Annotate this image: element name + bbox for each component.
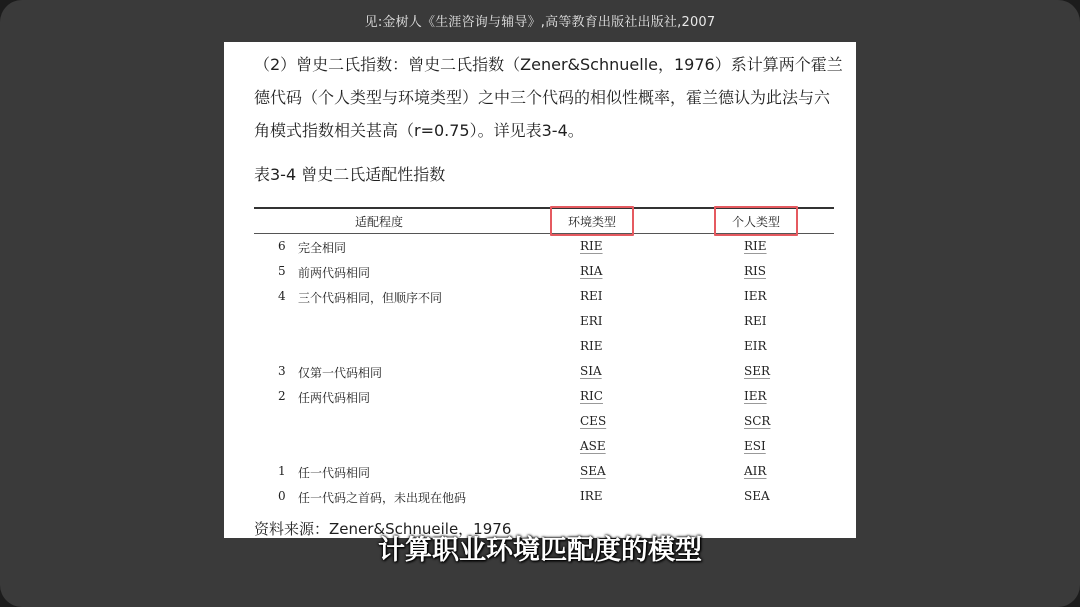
document-page [224, 42, 856, 538]
row-desc: 仅第一代码相同 [298, 366, 383, 380]
highlight-box-person [714, 206, 798, 236]
row-env-code: RIE [580, 339, 603, 353]
row-env-code: CES [580, 414, 607, 428]
table-row [224, 314, 856, 339]
paragraph-line-3: 角模式指数相关甚高（r=0.75）。详见表3-4。 [254, 121, 584, 140]
row-desc: 三个代码相同，但顺序不同 [298, 291, 443, 305]
table-row [224, 339, 856, 364]
row-person-code: REI [744, 314, 767, 328]
video-subtitle: 计算职业环境匹配度的模型 [378, 535, 702, 566]
header-person-type: 个人类型 [731, 215, 780, 229]
row-level: 5 [278, 264, 286, 278]
row-level: 2 [278, 389, 286, 403]
row-desc: 完全相同 [298, 241, 347, 255]
row-level: 1 [278, 464, 286, 478]
table-row [224, 489, 856, 514]
row-person-code: SEA [744, 489, 770, 503]
row-level: 6 [278, 239, 286, 253]
table-row [224, 439, 856, 464]
row-desc: 前两代码相同 [298, 266, 371, 280]
row-person-code: RIE [744, 239, 767, 253]
row-level: 3 [278, 364, 286, 378]
header-degree: 适配程度 [354, 215, 403, 229]
row-person-code: IER [744, 289, 767, 303]
row-person-code: AIR [744, 464, 767, 478]
row-person-code: IER [744, 389, 767, 403]
table-row [224, 389, 856, 414]
table-row [224, 264, 856, 289]
table-row [224, 239, 856, 264]
row-person-code: RIS [744, 264, 766, 278]
row-level: 4 [278, 289, 286, 303]
row-env-code: SEA [580, 464, 606, 478]
paragraph-line-2: 德代码（个人类型与环境类型）之中三个代码的相似性概率，霍兰德认为此法与六 [254, 88, 831, 107]
table-row [224, 364, 856, 389]
table-row [224, 289, 856, 314]
row-env-code: SIA [580, 364, 602, 378]
table-source-note: 资料来源：Zener&Schnueile，1976 [254, 520, 512, 538]
row-env-code: ASE [580, 439, 606, 453]
row-desc: 任一代码之首码，未出现在他码 [298, 491, 467, 505]
row-level: 0 [278, 489, 286, 503]
row-env-code: RIA [580, 264, 603, 278]
row-person-code: ESI [744, 439, 766, 453]
row-env-code: IRE [580, 489, 603, 503]
row-env-code: REI [580, 289, 603, 303]
row-person-code: SER [744, 364, 771, 378]
row-desc: 任两代码相同 [298, 391, 371, 405]
intro-paragraph [254, 48, 844, 147]
table-title: 表3-4 曾史二氏适配性指数 [254, 165, 446, 184]
row-env-code: RIC [580, 389, 603, 403]
row-env-code: RIE [580, 239, 603, 253]
highlight-box-env [550, 206, 634, 236]
row-person-code: SCR [744, 414, 771, 428]
table-row [224, 414, 856, 439]
source-caption: 见:金树人《生涯咨询与辅导》,高等教育出版社出版社,2007 [364, 15, 716, 30]
row-person-code: EIR [744, 339, 767, 353]
table-row [224, 464, 856, 489]
header-env-type: 环境类型 [567, 215, 616, 229]
paragraph-line-1: （2）曾史二氏指数：曾史二氏指数（Zener&Schnuelle，1976）系计算两个霍兰 [254, 55, 843, 74]
row-env-code: ERI [580, 314, 603, 328]
row-desc: 任一代码相同 [298, 466, 371, 480]
